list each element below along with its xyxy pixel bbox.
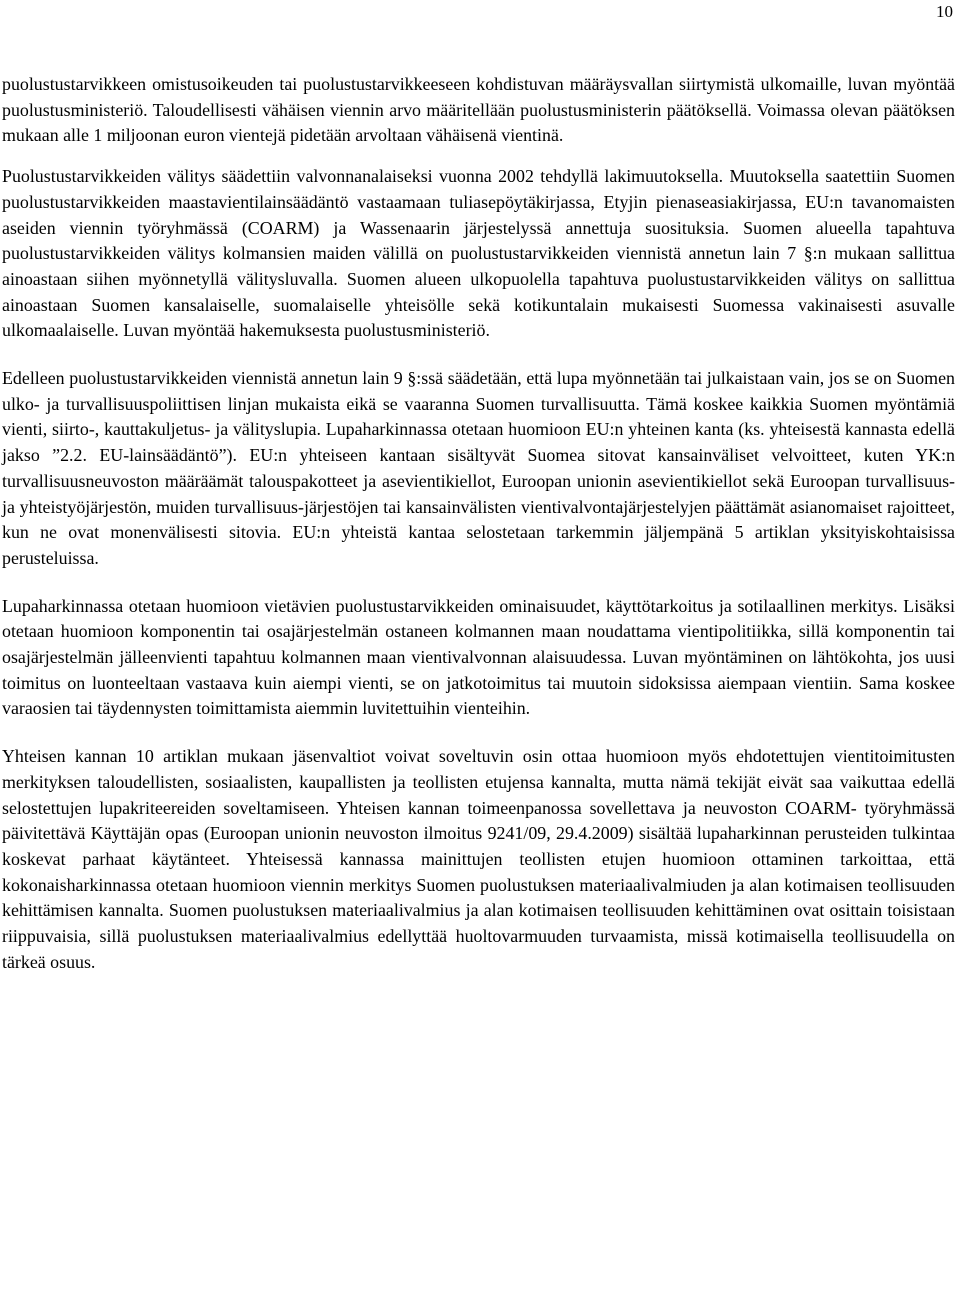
page-number: 10: [936, 2, 953, 21]
paragraph-1: puolustustarvikkeen omistusoikeuden tai puolustustarvikkeeseen kohdistuvan määräysvallan siirtymistä ulkomaille, luvan myöntää puolustusministeriö. Taloudellisesti vähäisen viennin arvo määritellään puolustusministerin päätöksellä. Voimassa olevan päätöksen mukaan alle 1 miljoonan euron vientejä pidetään arvoltaan vähäisenä vientinä.: [2, 74, 955, 146]
paragraph-3: Edelleen puolustustarvikkeiden viennistä annetun lain 9 §:ssä säädetään, että lupa myönnetään tai julkaistaan vain, jos se on Suomen ulko- ja turvallisuuspoliittisen linjan mukaista eikä se vaaranna Suomen turvallisuutta. Tämä koskee kaikkia Suomen myöntämiä vienti, siirto-, kauttakuljetus- ja välityslupia. Lupaharkinnassa otetaan huomioon EU:n yhteinen kanta (ks. yhteisestä kannasta edellä jakso ”2.2. EU-lainsäädäntö”). EU:n yhteiseen kantaan sisältyvät Suomea sitovat kansainväliset velvoitteet, kuten YK:n turvallisuusneuvoston määräämät talouspakotteet ja asevientikiellot, Euroopan unionin asevientikiellot sekä Euroopan turvallisuus- ja yhteistyöjärjestön, muiden turvallisuus-järjestöjen tai kansainvälisten vientivalvontajärjestelyjen päättämät asianomaiset rajoitteet, kun ne ovat monenvälisesti sitovia. EU:n yhteistä kantaa selostetaan tarkemmin jäljempänä 5 artiklan yksityiskohtaisissa perusteluissa.: [2, 368, 955, 568]
paragraph-2: Puolustustarvikkeiden välitys säädettiin valvonnanalaiseksi vuonna 2002 tehdyllä lakimuutoksella. Muutoksella saatettiin Suomen puolustustarvikkeiden maastavientilainsäädäntö vastaamaan tuliasepöytäkirjassa, Etyjin pienaseasiakirjassa, EU:n tavanomaisten aseiden viennin työryhmässä (COARM) ja Wassenaarin järjestelyssä annettuja suosituksia. Suomen alueella tapahtuva puolustustarvikkeiden välitys kolmansien maiden välillä on puolustustarvikkeiden viennistä annetun lain 7 §:n mukaan sallittua ainoastaan siihen myönnetyllä välitysluvalla. Suomen alueen ulkopuolella tapahtuva puolustustarvikkeiden välitys on sallittua ainoastaan Suomen kansalaiselle, suomalaiselle yhteisölle sekä kotikuntalain mukaisesti Suomessa vakinaisesti asuvalle ulkomaalaiselle. Luvan myöntää hakemuksesta puolustusministeriö.: [2, 166, 955, 341]
paragraph-5: Yhteisen kannan 10 artiklan mukaan jäsenvaltiot voivat soveltuvin osin ottaa huomioon myös ehdotettujen vientitoimitusten merkityksen taloudellisten, sosiaalisten, kaupallisten ja teollisten etujensa kannalta, mutta nämä tekijät eivät saa vaikuttaa edellä selostettujen lupakriteereiden soveltamiseen. Yhteisen kannan toimeenpanossa sovellettava ja neuvoston COARM- työryhmässä päivitettävä Käyttäjän opas (Euroopan unionin neuvoston ilmoitus 9241/09, 29.4.2009) sisältää lupaharkinnan perusteiden tulkintaa koskevat parhaat käytänteet. Yhteisessä kannassa mainittujen teollisten etujen huomioon ottaminen tarkoittaa, että kokonaisharkinnassa otetaan huomioon viennin merkitys Suomen puolustuksen materiaalivalmiuden ja alan kotimaisen teollisuuden kehittämisen kannalta. Suomen puolustuksen materiaalivalmius ja alan kotimaisen teollisuuden kehittäminen ovat osittain toisistaan riippuvaisia, sillä puolustuksen materiaalivalmius edellyttää huoltovarmuuden turvaamista, missä kotimaisella teollisuudella on tärkeä osuus.: [2, 746, 955, 972]
paragraph-4: Lupaharkinnassa otetaan huomioon vietävien puolustustarvikkeiden ominaisuudet, käyttötarkoitus ja sotilaallinen merkitys. Lisäksi otetaan huomioon komponentin tai osajärjestelmän ostaneen kolmannen maan noudattama vientipolitiikka, sillä komponentin tai osajärjestelmän jälleenvienti tapahtuu kolmannen maan vientivalvonnan alaisuudessa. Luvan myöntäminen on lähtökohta, jos uusi toimitus on luonteeltaan vastaava kuin aiempi vienti, se on jatkotoimitus tai muutoin sidoksissa aiempaan vientiin. Sama koskee varaosien tai täydennysten toimittamista aiemmin luvitettuihin vienteihin.: [2, 595, 955, 719]
document-body: [2, 72, 955, 976]
